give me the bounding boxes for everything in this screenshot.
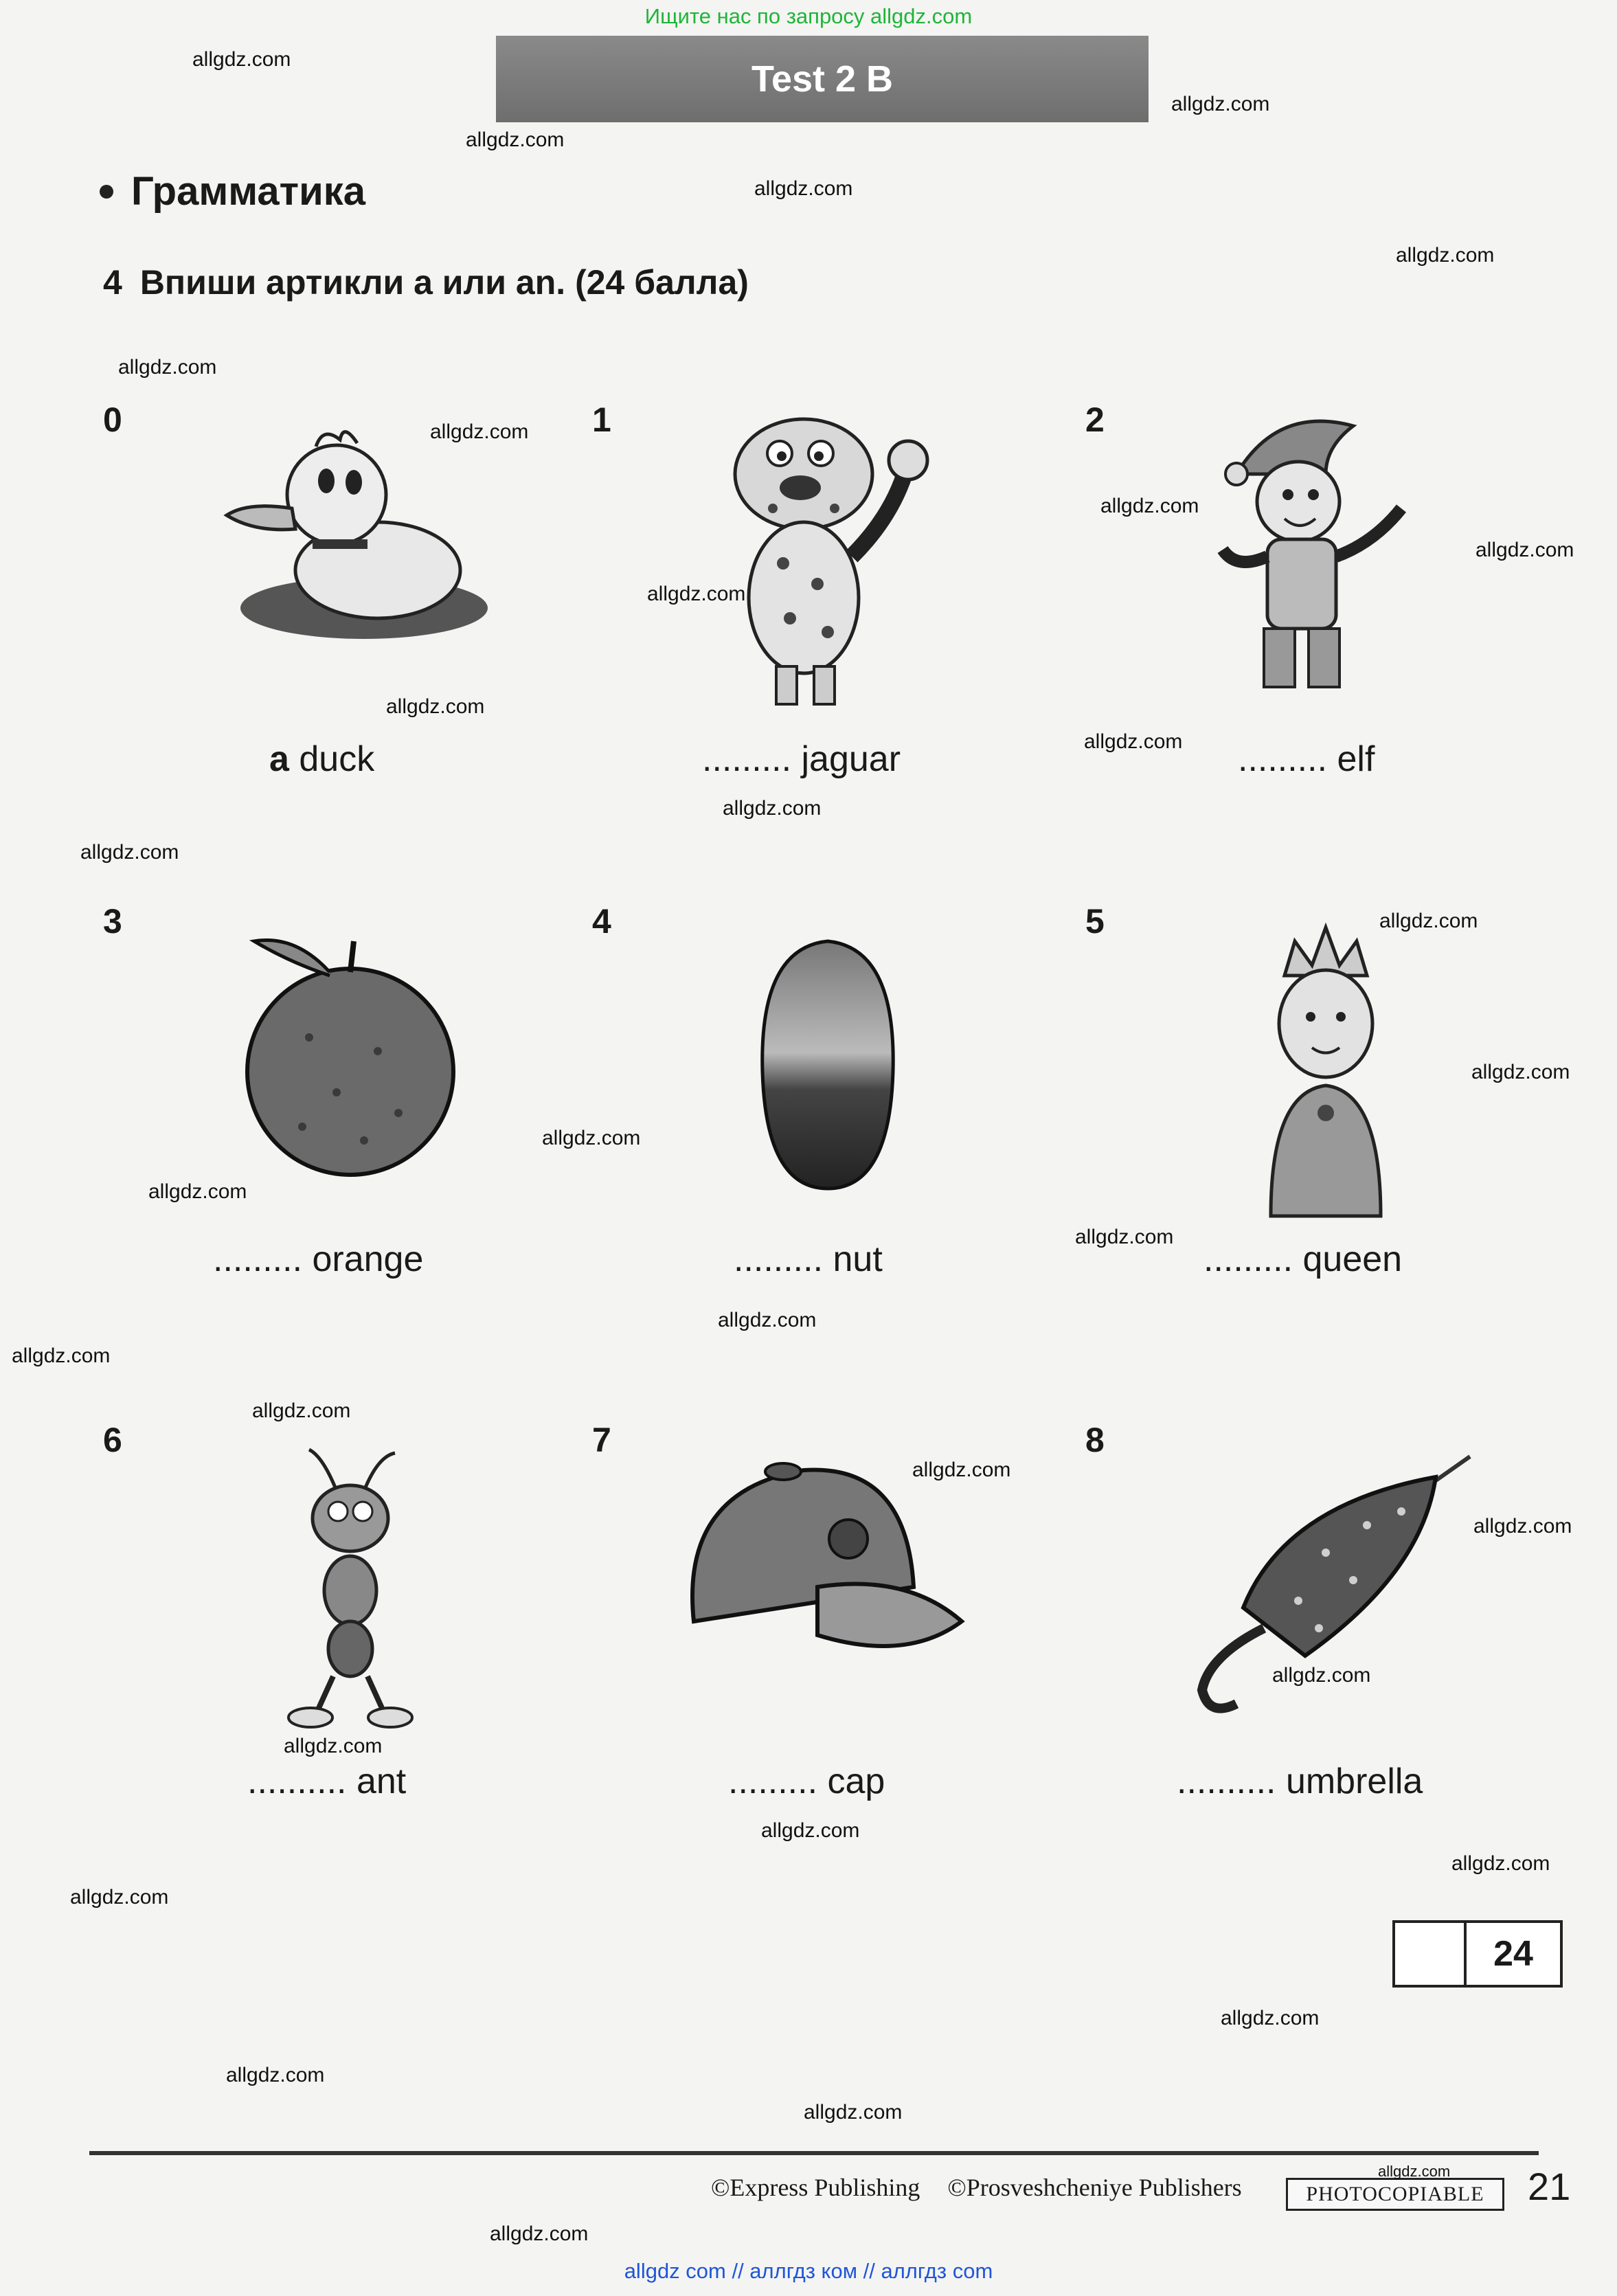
item-word-7[interactable] (728, 1761, 885, 1802)
watermark: allgdz.com (1378, 2163, 1451, 2180)
item-number-6: 6 (103, 1421, 122, 1459)
score-max: 24 (1493, 1934, 1533, 1974)
section-heading (100, 168, 365, 214)
item-number-2: 2 (1085, 401, 1105, 439)
publisher-express: ©Express Publishing (711, 2174, 920, 2201)
task-instruction (103, 262, 749, 302)
watermark: allgdz.com (490, 2222, 589, 2245)
word-text-0: duck (299, 739, 375, 779)
watermark: allgdz.com (1075, 1226, 1174, 1248)
watermark: allgdz.com (70, 1886, 169, 1909)
watermark: allgdz.com (192, 48, 291, 71)
publisher-prosveshcheniye: ©Prosveshcheniye Publishers (947, 2174, 1242, 2201)
watermark: allgdz.com (430, 420, 529, 443)
watermark: allgdz.com (1272, 1664, 1371, 1687)
item-number-7: 7 (592, 1421, 611, 1459)
queen-picture (1257, 914, 1394, 1223)
watermark: allgdz.com (252, 1399, 351, 1422)
orange-picture (227, 934, 474, 1182)
watermark: allgdz.com (1084, 730, 1183, 753)
item-number-5: 5 (1085, 902, 1105, 941)
word-text-6: ant (356, 1762, 407, 1801)
item-word-5[interactable] (1203, 1239, 1402, 1280)
watermark: allgdz.com (284, 1735, 383, 1757)
word-text-2: elf (1337, 739, 1375, 779)
watermark: allgdz.com (1379, 910, 1478, 932)
blank-2[interactable]: ......... (1238, 739, 1328, 779)
watermark: allgdz.com (1221, 2007, 1320, 2029)
item-word-2[interactable] (1238, 739, 1375, 780)
watermark: allgdz.com (804, 2101, 903, 2124)
watermark: allgdz.com (466, 128, 565, 151)
watermark: allgdz.com (761, 1819, 860, 1842)
watermark: allgdz.com (80, 841, 179, 864)
blank-3[interactable]: ......... (213, 1239, 303, 1279)
nut-picture (752, 934, 903, 1195)
photocopiable-badge: PHOTOCOPIABLE (1286, 2178, 1504, 2211)
watermark: allgdz.com (118, 356, 217, 379)
watermark: allgdz.com (1100, 495, 1199, 517)
score-blank[interactable] (1395, 1923, 1467, 1985)
watermark: allgdz.com (1396, 244, 1495, 267)
page-number: 21 (1528, 2165, 1571, 2208)
item-word-1[interactable] (702, 739, 901, 780)
watermark: allgdz.com (1471, 1061, 1570, 1083)
section-title: Грамматика (131, 169, 366, 214)
word-text-3: orange (312, 1239, 424, 1279)
answer-article-0: a (269, 739, 289, 779)
cap-picture (680, 1450, 969, 1669)
item-number-4: 4 (592, 902, 611, 941)
blank-6[interactable]: .......... (247, 1762, 347, 1801)
watermark: allgdz.com (1475, 539, 1574, 561)
test-title: Test 2 B (751, 58, 894, 100)
footer-credits (711, 2173, 1242, 2202)
task-number: 4 (103, 263, 122, 302)
item-word-8[interactable] (1177, 1761, 1423, 1802)
item-number-8: 8 (1085, 1421, 1105, 1459)
bullet-icon (100, 185, 113, 199)
item-number-0: 0 (103, 401, 122, 439)
jaguar-picture (708, 405, 955, 714)
watermark: allgdz.com (647, 583, 746, 605)
item-word-6[interactable] (247, 1761, 406, 1802)
watermark: allgdz.com (1451, 1852, 1550, 1875)
watermark: allgdz.com (148, 1180, 247, 1203)
item-number-1: 1 (592, 401, 611, 439)
item-word-4[interactable] (734, 1239, 883, 1280)
duck-picture (220, 419, 495, 646)
watermark: allgdz.com (542, 1127, 641, 1149)
watermark: allgdz.com (226, 2064, 325, 2086)
blank-8[interactable]: .......... (1177, 1762, 1276, 1801)
word-text-5: queen (1302, 1239, 1403, 1279)
word-text-7: cap (827, 1762, 885, 1801)
watermark: allgdz.com (1171, 93, 1270, 115)
test-header (496, 36, 1149, 122)
item-number-3: 3 (103, 902, 122, 941)
watermark: allgdz.com (718, 1309, 817, 1331)
bottom-banner[interactable]: allgdz com // аллгдз ком // аллгдз com (624, 2259, 993, 2283)
blank-5[interactable]: ......... (1203, 1239, 1293, 1279)
blank-1[interactable]: ......... (702, 739, 792, 779)
elf-picture (1195, 398, 1422, 708)
footer-divider (89, 2151, 1539, 2155)
watermark: allgdz.com (386, 695, 485, 718)
blank-7[interactable]: ......... (728, 1762, 818, 1801)
word-text-1: jaguar (801, 739, 901, 779)
score-box (1392, 1920, 1563, 1988)
watermark: allgdz.com (754, 177, 853, 200)
item-word-3[interactable] (213, 1239, 423, 1280)
word-text-8: umbrella (1285, 1762, 1423, 1801)
top-banner[interactable]: Ищите нас по запросу allgdz.com (644, 4, 973, 28)
watermark: allgdz.com (912, 1459, 1011, 1481)
item-word-0 (269, 739, 374, 780)
watermark: allgdz.com (723, 797, 822, 820)
word-text-4: nut (833, 1239, 883, 1279)
task-text: Впиши артикли a или an. (24 балла) (139, 263, 749, 302)
watermark: allgdz.com (1473, 1515, 1572, 1538)
ant-picture (275, 1443, 426, 1731)
watermark: allgdz.com (12, 1344, 111, 1367)
blank-4[interactable]: ......... (734, 1239, 824, 1279)
